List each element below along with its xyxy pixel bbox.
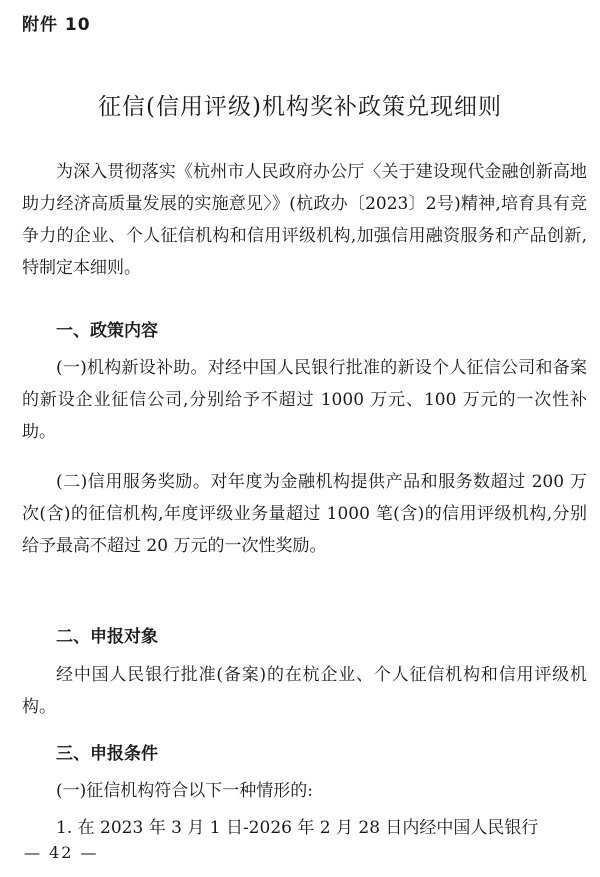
section-heading-applicants: 二、申报对象 (56, 627, 158, 647)
page-number: — 42 — (24, 843, 99, 862)
applicants-paragraph: 经中国人民银行批准(备案)的在杭企业、个人征信机构和信用评级机构。 (22, 665, 587, 717)
section-heading-policy-content: 一、政策内容 (56, 321, 158, 341)
attachment-label: 附件 10 (22, 15, 91, 35)
conditions-item-credit-agency: (一)征信机构符合以下一种情形的: (56, 781, 313, 801)
conditions-subitem-1: 1. 在 2023 年 3 月 1 日-2026 年 2 月 28 日内经中国人民银行 (56, 818, 539, 838)
intro-paragraph: 为深入贯彻落实《杭州市人民政府办公厅〈关于建设现代金融创新高地助力经济高质量发展的实施意见〉》(杭政办〔2023〕2号)精神,培育具有竞争力的企业、个人征信机构和信用评级机构,加强信用融资服务和产品创新,特制定本细则。 (22, 162, 587, 278)
policy-item-credit-service-reward: (二)信用服务奖励。对年度为金融机构提供产品和服务数超过 200 万次(含)的征信机构,年度评级业务量超过 1000 笔(含)的信用评级机构,分别给予最高不超过 20 万元的一次性奖励。 (22, 472, 587, 556)
policy-item-new-establishment-subsidy: (一)机构新设补助。对经中国人民银行批准的新设个人征信公司和备案的新设企业征信公司,分别给予不超过 1000 万元、100 万元的一次性补助。 (22, 358, 587, 442)
section-heading-conditions: 三、申报条件 (56, 744, 158, 764)
document-title: 征信(信用评级)机构奖补政策兑现细则 (98, 94, 502, 120)
